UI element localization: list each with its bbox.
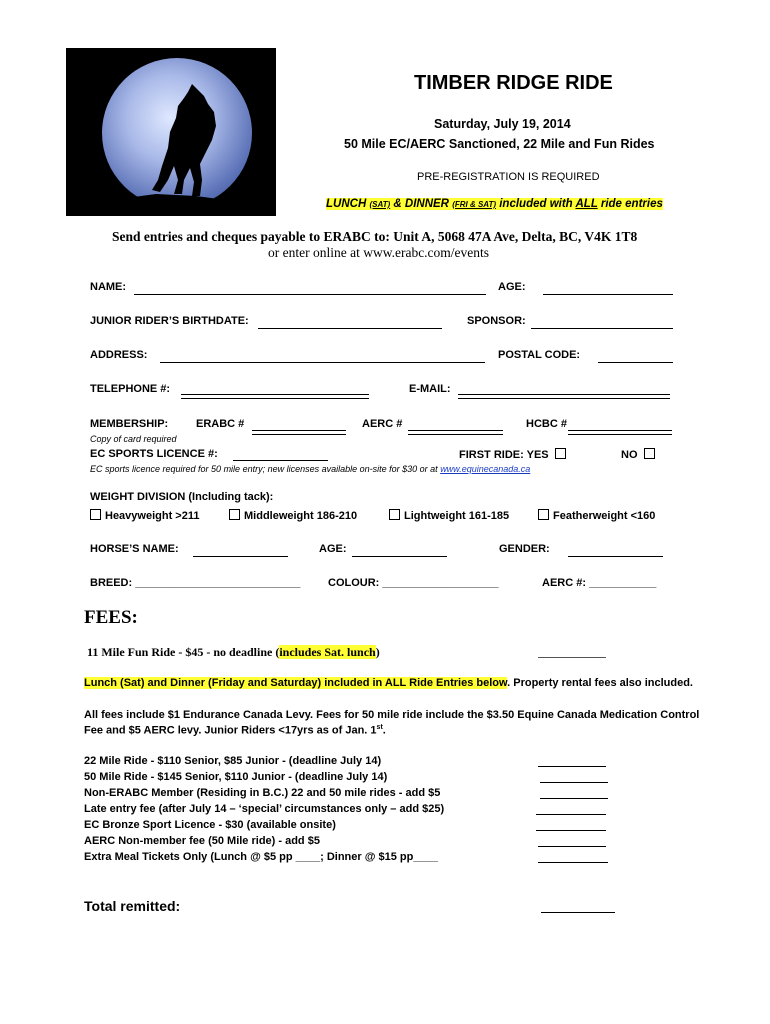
gender-field[interactable] — [568, 556, 663, 557]
copy-card-note: Copy of card required — [90, 434, 177, 444]
fun-ride-lunch: includes Sat. lunch — [279, 645, 376, 659]
horse-name-field[interactable] — [193, 556, 288, 557]
breed-label[interactable]: BREED: ___________________________ — [90, 577, 301, 589]
middleweight-option[interactable] — [229, 509, 357, 522]
name-field[interactable] — [134, 294, 486, 295]
fun-ride-close: ) — [375, 645, 380, 659]
featherweight-option[interactable] — [538, 509, 655, 522]
telephone-field[interactable] — [181, 394, 369, 399]
first-ride-yes-label: FIRST RIDE: YES — [459, 449, 549, 461]
meals-lunch-sat: (SAT) — [369, 200, 391, 209]
featherweight-label: Featherweight <160 — [553, 510, 656, 522]
licence-note-text: EC sports licence required for 50 mile entry; new licenses available on-site for $30 or at — [90, 464, 438, 474]
postal-code-field[interactable] — [598, 362, 673, 363]
address-field[interactable] — [160, 362, 485, 363]
meals-dinner-days: (FRI & SAT) — [452, 200, 497, 209]
levy-note-sup: st — [376, 724, 383, 731]
junior-birthdate-field[interactable] — [258, 328, 442, 329]
first-ride-no — [621, 448, 659, 461]
gender-label: GENDER: — [499, 543, 550, 555]
event-date: Saturday, July 19, 2014 — [434, 117, 571, 131]
fee-item-field[interactable] — [536, 830, 606, 831]
fee-item-field[interactable] — [538, 766, 606, 767]
howling-wolf-icon — [66, 48, 276, 216]
first-ride-no-label: NO — [621, 449, 638, 461]
levy-note-end: . — [382, 724, 386, 737]
aerc-number-field[interactable] — [408, 430, 503, 435]
fee-item-field[interactable] — [540, 798, 608, 799]
total-remitted-field[interactable] — [541, 912, 615, 913]
meals-note — [84, 677, 693, 689]
middleweight-label: Middleweight 186-210 — [244, 510, 358, 522]
meals-lunch: LUNCH — [326, 198, 367, 210]
fee-item-field[interactable] — [536, 814, 606, 815]
meals-included: included with — [499, 198, 573, 210]
fun-ride-fee — [87, 645, 380, 660]
erabc-number-field[interactable] — [252, 430, 346, 435]
fun-ride-text: 11 Mile Fun Ride - $45 - no deadline ( — [87, 645, 280, 659]
lightweight-checkbox[interactable] — [389, 509, 400, 520]
meals-note-rest: . Property rental fees also included. — [507, 677, 693, 689]
aerc-label: AERC # — [362, 418, 403, 430]
hcbc-number-field[interactable] — [568, 430, 672, 435]
fee-item: EC Bronze Sport Licence - $30 (available onsite) — [84, 819, 336, 831]
email-field[interactable] — [458, 394, 670, 399]
horse-age-field[interactable] — [352, 556, 447, 557]
levy-note-text: Fee and $5 AERC levy. Junior Riders <17yrs as of Jan. 1 — [84, 724, 377, 737]
ec-licence-label: EC SPORTS LICENCE #: — [90, 448, 218, 460]
heavyweight-option[interactable] — [90, 509, 199, 522]
colour-label[interactable]: COLOUR: ___________________ — [328, 577, 499, 589]
first-ride-no-checkbox[interactable] — [644, 448, 655, 459]
fun-ride-amount-field[interactable] — [538, 657, 606, 658]
fee-item: Non-ERABC Member (Residing in B.C.) 22 and 50 mile rides - add $5 — [84, 787, 441, 799]
fee-item: Late entry fee (after July 14 – ‘special’ circumstances only – add $25) — [84, 803, 445, 815]
postal-code-label: POSTAL CODE: — [498, 349, 581, 361]
lightweight-label: Lightweight 161-185 — [404, 510, 510, 522]
hcbc-label: HCBC # — [526, 418, 567, 430]
online-entry-note: or enter online at www.erabc.com/events — [268, 245, 490, 260]
middleweight-checkbox[interactable] — [229, 509, 240, 520]
sponsor-label: SPONSOR: — [467, 315, 526, 327]
junior-birthdate-label: JUNIOR RIDER’S BIRTHDATE: — [90, 315, 249, 327]
meals-all: ALL — [575, 198, 598, 210]
telephone-label: TELEPHONE #: — [90, 383, 171, 395]
address-label: ADDRESS: — [90, 349, 148, 361]
first-ride-label — [459, 448, 570, 461]
fee-item-field[interactable] — [540, 782, 608, 783]
fee-item: Extra Meal Tickets Only (Lunch @ $5 pp ____; Dinner @ $15 pp____ — [84, 851, 438, 863]
fee-item-field[interactable] — [538, 846, 606, 847]
horse-name-label: HORSE’S NAME: — [90, 543, 179, 555]
fees-heading: FEES: — [84, 607, 138, 628]
page-title: TIMBER RIDGE RIDE — [414, 72, 613, 94]
featherweight-checkbox[interactable] — [538, 509, 549, 520]
age-label: AGE: — [498, 281, 526, 293]
fee-item: AERC Non-member fee (50 Mile ride) - add $5 — [84, 835, 320, 847]
age-field[interactable] — [543, 294, 673, 295]
heavyweight-label: Heavyweight >211 — [105, 510, 200, 522]
send-entries-address: Send entries and cheques payable to ERABC to: Unit A, 5068 47A Ave, Delta, BC, V4K 1T8 — [112, 229, 638, 244]
lightweight-option[interactable] — [389, 509, 509, 522]
fee-item: 22 Mile Ride - $110 Senior, $85 Junior - (deadline July 14) — [84, 755, 382, 767]
wolf-moon-logo — [66, 48, 276, 216]
meals-ride-entries: ride entries — [600, 198, 663, 210]
fee-item-field[interactable] — [538, 862, 608, 863]
meals-note-highlight: Lunch (Sat) and Dinner (Friday and Saturday) included in ALL Ride Entries below — [84, 677, 508, 689]
levy-note-line1: All fees include $1 Endurance Canada Levy. Fees for 50 mile ride include the $3.50 Equine Canada Medication Control — [84, 709, 700, 721]
horse-aerc-label[interactable]: AERC #: ___________ — [542, 577, 657, 589]
total-remitted-label: Total remitted: — [84, 898, 181, 914]
horse-age-label: AGE: — [319, 543, 347, 555]
licence-note — [90, 464, 530, 474]
heavyweight-checkbox[interactable] — [90, 509, 101, 520]
first-ride-yes-checkbox[interactable] — [555, 448, 566, 459]
membership-label: MEMBERSHIP: — [90, 418, 169, 430]
ec-licence-field[interactable] — [233, 460, 328, 461]
preregistration-note: PRE-REGISTRATION IS REQUIRED — [417, 171, 600, 183]
erabc-label: ERABC # — [196, 418, 245, 430]
meals-included-banner — [326, 198, 663, 210]
name-label: NAME: — [90, 281, 127, 293]
equinecanada-link[interactable]: www.equinecanada.ca — [440, 464, 531, 474]
fee-item: 50 Mile Ride - $145 Senior, $110 Junior - (deadline July 14) — [84, 771, 388, 783]
email-label: E-MAIL: — [409, 383, 451, 395]
levy-note-line2 — [84, 724, 386, 737]
weight-division-label: WEIGHT DIVISION (Including tack): — [90, 491, 274, 503]
meals-dinner: & DINNER — [393, 198, 449, 210]
event-subtitle: 50 Mile EC/AERC Sanctioned, 22 Mile and Fun Rides — [344, 137, 655, 151]
sponsor-field[interactable] — [531, 328, 673, 329]
